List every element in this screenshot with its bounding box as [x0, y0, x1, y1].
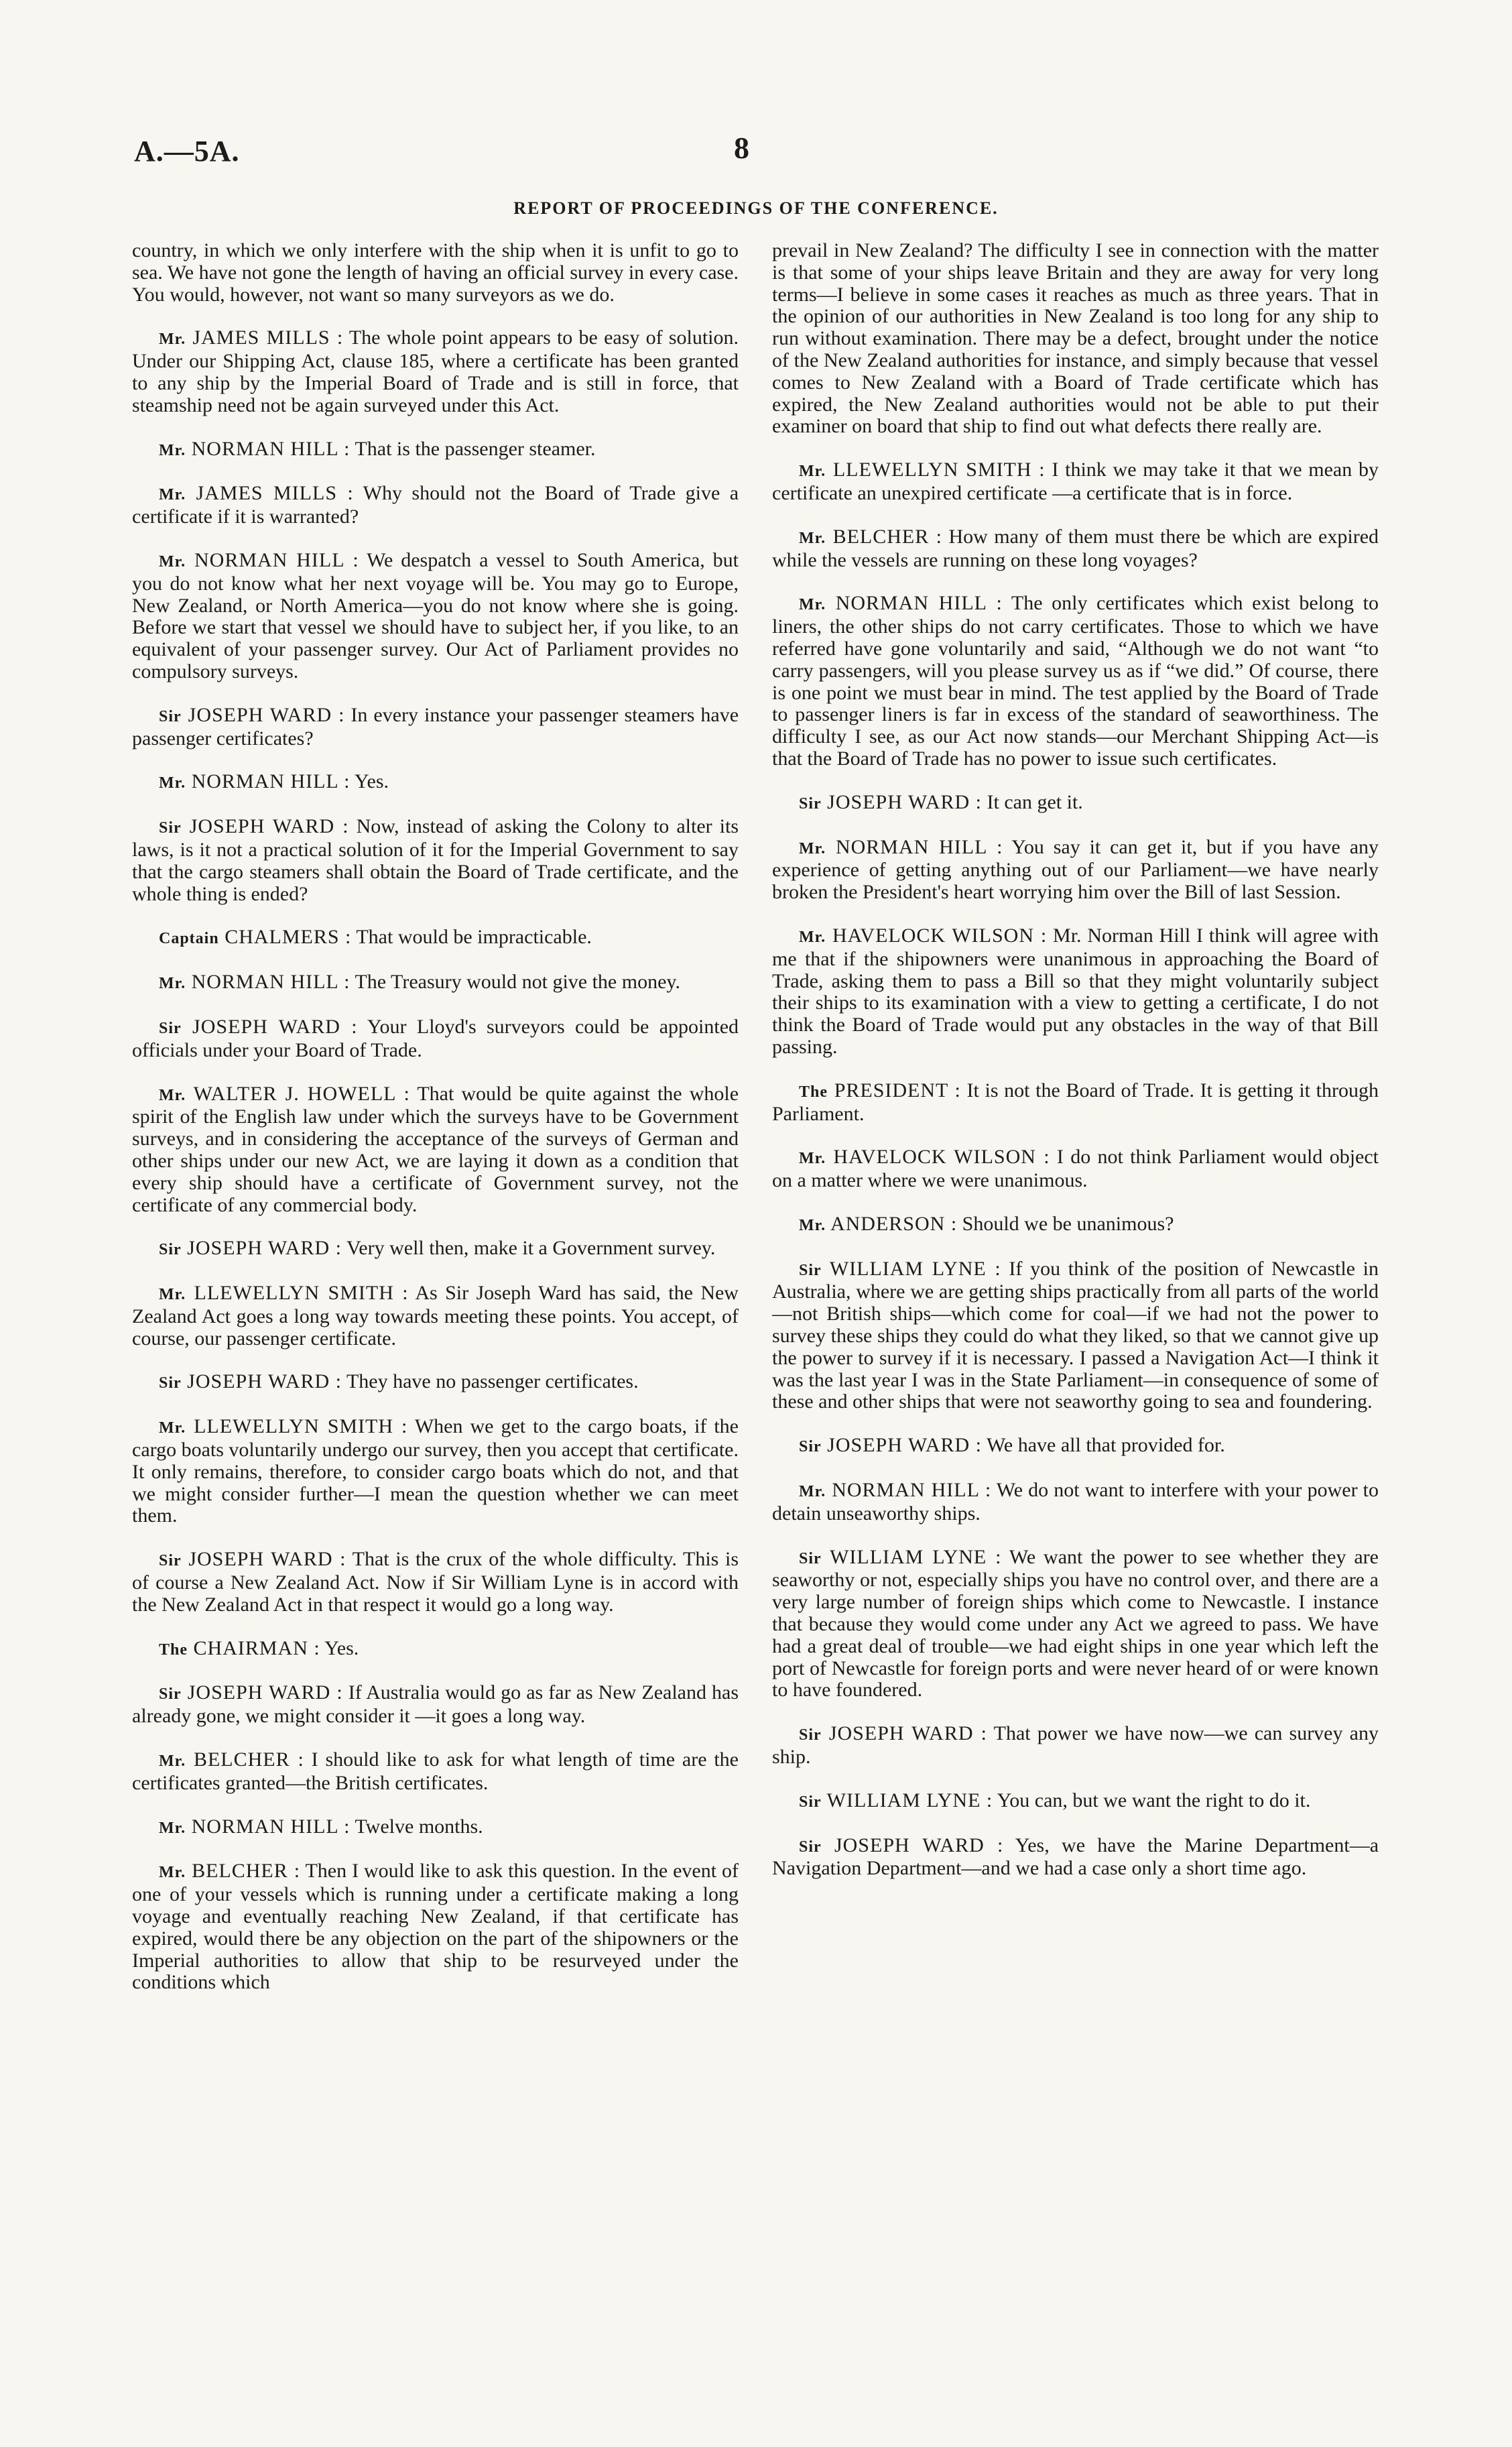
speaker-title: Sir	[159, 1552, 182, 1570]
speaker-name: NORMAN HILL :	[191, 971, 351, 994]
speech-text: Then I would like to ask this question. In the event of one of your vessels which is running under a certificate making a long voyage and eventually reaching New Zealand, if that certificate has expired, would there be any objection on the part of the shipowners or the Imperial authorities to allow that ship to be resurveyed under the conditions which	[132, 1860, 739, 1994]
speech-paragraph	[772, 1080, 1379, 1126]
speech-text: Should we be unanimous?	[962, 1212, 1174, 1235]
speaker	[159, 1637, 320, 1659]
speech-text: As Sir Joseph Ward has said, the New Zealand Act goes a long way towards meeting these points. You accept, of course, our passenger certificate.	[132, 1282, 739, 1350]
speaker-title: Mr.	[159, 1086, 186, 1104]
speech-text: The whole point appears to be easy of solution. Under our Shipping Act, clause 185, where a certificate has been granted to any ship by the Imperial Board of Trade and is still in force, that steamship need not be again surveyed under this Act.	[132, 326, 739, 416]
speech-text: That power we have now—we can survey any ship.	[772, 1722, 1379, 1769]
speech-text: That is the passenger steamer.	[355, 437, 596, 460]
speech-text: Why should not the Board of Trade give a certificate if it is warranted?	[132, 482, 739, 528]
speaker-title: Mr.	[799, 1216, 826, 1234]
speaker	[799, 924, 1047, 947]
speaker	[159, 1860, 300, 1882]
speech-text: I think we may take it that we mean by certificate an unexpired certificate —a certificate that is in force.	[772, 459, 1379, 504]
speaker-name: JOSEPH WARD :	[192, 1015, 358, 1038]
speech-text: Yes.	[354, 770, 389, 793]
speech-text: It is not the Board of Trade. It is getting it through Parliament.	[772, 1079, 1379, 1125]
speech-text: They have no passenger certificates.	[346, 1370, 639, 1393]
speaker-title: Sir	[159, 1374, 182, 1392]
speaker-name: BELCHER :	[832, 525, 943, 548]
speaker	[159, 1016, 358, 1038]
page-identifier: A.—5A.	[134, 135, 240, 168]
right-column	[772, 240, 1379, 1901]
speaker-name: CHALMERS :	[225, 926, 352, 949]
speaker-name: NORMAN HILL :	[191, 437, 351, 460]
speech-paragraph	[772, 1723, 1379, 1769]
speaker-name: LLEWELLYN SMITH :	[194, 1282, 409, 1305]
speaker-name: JOSEPH WARD :	[828, 1722, 988, 1745]
speaker	[159, 1748, 304, 1771]
speaker	[159, 1815, 350, 1838]
speech-paragraph	[132, 1282, 739, 1350]
speaker	[159, 704, 344, 726]
speech-paragraph	[132, 1682, 739, 1728]
speaker-name: JOSEPH WARD :	[187, 1237, 342, 1260]
speaker-title: Sir	[799, 1838, 822, 1856]
speech-paragraph	[132, 550, 739, 683]
left-column	[132, 240, 739, 2015]
speech-paragraph	[132, 1016, 739, 1062]
speech-text: Yes, we have the Marine Department—a Navigation Department—and we had a case only a short time ago.	[772, 1834, 1379, 1880]
speaker-name: JOSEPH WARD :	[827, 790, 982, 813]
speaker-name: CHAIRMAN :	[193, 1636, 320, 1659]
speaker	[799, 836, 1003, 858]
speaker-title: Sir	[799, 1726, 822, 1744]
speaker-title: Mr.	[799, 928, 826, 946]
speech-text: In every instance your passenger steamers have passenger certificates?	[132, 703, 739, 750]
speaker-name: JOSEPH WARD :	[187, 1370, 342, 1393]
speech-text: Your Lloyd's surveyors could be appointed officials under your Board of Trade.	[132, 1015, 739, 1061]
speaker-title: Mr.	[159, 1419, 186, 1437]
speech-text: Very well then, make it a Government survey.	[346, 1237, 716, 1260]
speaker-title: Sir	[799, 1438, 822, 1456]
speaker-title: Sir	[159, 1241, 182, 1259]
speaker-name: JOSEPH WARD :	[189, 815, 349, 838]
speech-paragraph	[132, 1638, 739, 1661]
speaker-name: BELCHER :	[192, 1860, 301, 1883]
speech-paragraph	[132, 927, 739, 950]
speech-paragraph	[772, 1258, 1379, 1414]
speaker-name: JOSEPH WARD :	[827, 1434, 982, 1457]
speech-paragraph	[132, 1238, 739, 1261]
speech-text: We despatch a vessel to South America, but you do not know what her next voyage will be. You may go to Europe, New Zealand, or North America—you do not know where she is going. Before we start that vessel we should have to subject her, if you like, to an equivalent of your passenger survey. Our Act of Parliament provides no compulsory surveys.	[132, 548, 739, 682]
speaker-name: NORMAN HILL :	[835, 835, 1003, 858]
speech-paragraph	[132, 705, 739, 750]
speaker-title: Sir	[159, 707, 182, 725]
speech-paragraph	[132, 1860, 739, 1994]
speaker	[159, 1548, 346, 1570]
speech-paragraph	[772, 837, 1379, 904]
speaker	[799, 1789, 993, 1811]
speaker-title: The	[799, 1083, 828, 1101]
speech-paragraph	[772, 459, 1379, 505]
speaker-name: ANDERSON :	[830, 1212, 958, 1235]
speaker	[159, 926, 351, 948]
speech-paragraph	[132, 1749, 739, 1795]
speech-text: That would be impracticable.	[356, 926, 592, 949]
speech-text: That is the crux of the whole difficulty. This is of course a New Zealand Act. Now if Sir William Lyne is in accord with the New Zealand Act in that respect it would go a long way.	[132, 1548, 739, 1616]
speech-text: If you think of the position of Newcastle in Australia, where we are getting ships practically from all parts of the world—not British ships—which come for coal—if we had not the power to survey these ships they could do what they liked, so that we cannot give up the power to survey if it is necessary. I passed a Navigation Act—I think it was the last year I was in the State Parliament—in consequence of some of these and other ships that were not seaworthy going to sea and foundering.	[772, 1257, 1379, 1413]
speech-text: Twelve months.	[355, 1815, 483, 1838]
speech-paragraph	[132, 816, 739, 905]
speaker-name: JOSEPH WARD :	[188, 1548, 346, 1571]
speech-text: country, in which we only interfere with the ship when it is unfit to go to sea. We have not gone the length of having an official survey in every case. You would, however, not want so many surveyors as we do.	[132, 239, 739, 306]
speaker	[799, 1079, 961, 1101]
speaker-title: Mr.	[159, 774, 186, 792]
speech-text: I do not think Parliament would object on a matter where we were unanimous.	[772, 1146, 1379, 1192]
continued-paragraph	[132, 240, 739, 306]
speaker-title: Mr.	[159, 1864, 186, 1882]
speaker-title: Mr.	[159, 552, 186, 571]
speaker-name: LLEWELLYN SMITH :	[832, 459, 1046, 481]
speech-text: You say it can get it, but if you have any experience of getting anything out of our Parliament—we have nearly broken the President's heart worrying him over the Bill of last Session.	[772, 835, 1379, 904]
speaker-name: WILLIAM LYNE :	[829, 1257, 1001, 1280]
speaker-name: NORMAN HILL :	[191, 770, 351, 793]
speaker	[799, 1479, 991, 1501]
speech-text: I should like to ask for what length of time are the certificates granted—the British certificates.	[132, 1748, 739, 1794]
page-number: 8	[734, 131, 749, 165]
speaker-name: WILLIAM LYNE :	[830, 1545, 1002, 1568]
speaker-name: NORMAN HILL :	[832, 1479, 992, 1502]
speaker	[159, 1370, 342, 1392]
speaker-title: Sir	[799, 1261, 822, 1279]
speaker	[159, 326, 343, 349]
speaker	[159, 1681, 343, 1704]
speaker-title: Mr.	[799, 839, 826, 857]
speaker	[799, 1722, 987, 1744]
speaker-name: WILLIAM LYNE :	[826, 1789, 993, 1811]
speech-text: If Australia would go as far as New Zealand has already gone, we might consider it —it goes a long way.	[132, 1681, 739, 1728]
speaker-title: Mr.	[159, 1286, 186, 1304]
speaker-title: Mr.	[159, 975, 186, 993]
speaker	[799, 1213, 957, 1235]
speaker	[799, 1258, 1001, 1280]
speech-text: When we get to the cargo boats, if the cargo boats voluntarily undergo our survey, then you accept that certificate. It only remains, therefore, to consider cargo boats which do not, and that we might consider further—I mean the question whether we can meet them.	[132, 1415, 739, 1527]
speaker	[799, 592, 1003, 614]
speech-text: It can get it.	[987, 790, 1083, 813]
speaker	[159, 482, 354, 504]
speech-text: Mr. Norman Hill I think will agree with me that if the shipowners were unanimous in approaching the Board of Trade, asking them to pass a Bill so that they might voluntarily subject their ships to its examination with a view to getting a certificate, I do not think the Board of Trade would put any obstacles in the way of that Bill passing.	[772, 924, 1379, 1058]
speech-paragraph	[772, 593, 1379, 770]
speaker-name: NORMAN HILL :	[191, 1815, 351, 1838]
running-head: REPORT OF PROCEEDINGS OF THE CONFERENCE.	[513, 198, 999, 218]
speaker-title: Sir	[159, 1685, 182, 1704]
speaker-title: Mr.	[799, 596, 826, 614]
speaker-title: Sir	[159, 1019, 182, 1037]
speaker-title: Mr.	[159, 1819, 186, 1837]
speech-text: The only certificates which exist belong to liners, the other ships do not carry certificates. Those to which we have referred have gone voluntarily and said, “Although we do not want “to carry passengers, will you please survey us as if “we did.” Of course, there is one point we must bear in mind. The test applied by the Board of Trade to passenger liners is far in excess of the standard of seaworthiness. The difficulty I see, as our Act now stands—our Merchant Shipping Act—is that the Board of Trade has no power to issue such certificates.	[772, 592, 1379, 770]
speech-text: We do not want to interfere with your power to detain unseaworthy ships.	[772, 1479, 1379, 1525]
speaker-title: Mr.	[159, 441, 186, 459]
speaker-title: Sir	[799, 1793, 822, 1811]
speaker	[799, 1834, 1003, 1856]
speaker-title: Sir	[799, 794, 822, 813]
speaker	[799, 791, 982, 813]
speaker	[159, 1415, 407, 1437]
speaker	[159, 438, 350, 460]
speech-paragraph	[132, 1549, 739, 1616]
speaker-name: JOSEPH WARD :	[188, 703, 345, 726]
speaker	[159, 1282, 409, 1304]
speaker-title: Mr.	[799, 529, 826, 547]
speaker	[159, 971, 350, 993]
speech-text: That would be quite against the whole spirit of the English law under which the surveys have to be Government surveys, and in considering the acceptance of the surveys of German and other ships under our new Act, we are laying it down as a condition that every ship should have a certificate of Government survey, not the certificate of any commercial body.	[132, 1082, 739, 1216]
speech-text: Now, instead of asking the Colony to alter its laws, is it not a practical solution of it for the Imperial Government to say that the cargo steamers shall obtain the Board of Trade certificate, and the whole thing is ended?	[132, 815, 739, 905]
speech-paragraph	[772, 1547, 1379, 1702]
speaker-name: JOSEPH WARD :	[834, 1834, 1004, 1856]
speech-text: The Treasury would not give the money.	[355, 971, 680, 994]
speaker	[159, 1237, 342, 1259]
speech-paragraph	[132, 327, 739, 416]
speaker-name: BELCHER :	[193, 1748, 304, 1771]
speech-text: We want the power to see whether they are seaworthy or not, especially ships you have no control over, and there are a very large number of foreign ships which come to Newcastle. I instance that because they would come under any Act we agreed to pass. We have had a great deal of trouble—we had eight ships in one year which left the port of Newcastle for foreign ports and were never heard of or were known to have foundered.	[772, 1545, 1379, 1702]
speech-paragraph	[772, 792, 1379, 815]
speaker-title: Mr.	[159, 1752, 186, 1771]
speech-paragraph	[132, 438, 739, 462]
speech-paragraph	[132, 1816, 739, 1840]
speech-text: How many of them must there be which are expired while the vessels are running on these long voyages?	[772, 525, 1379, 571]
speech-paragraph	[772, 925, 1379, 1059]
speaker-name: NORMAN HILL :	[194, 548, 359, 571]
speech-paragraph	[772, 1146, 1379, 1192]
speaker-title: Mr.	[799, 1483, 826, 1501]
speaker-name: JAMES MILLS :	[192, 326, 344, 349]
speech-text: prevail in New Zealand? The difficulty I see in connection with the matter is that some of your ships leave Britain and they are away for very long terms—I believe in some cases it reaches as much as three years. That in the opinion of our authorities in New Zealand is too long for any ship to run without examination. There may be a defect, brought under the notice of the New Zealand authorities for instance, and simply because that vessel comes to New Zealand with a Board of Trade certificate which has expired, the New Zealand authorities would not be able to put their examiner on board that ship to find out what defects there really are.	[772, 239, 1379, 438]
speech-paragraph	[772, 1435, 1379, 1458]
speaker-name: JAMES MILLS :	[196, 482, 354, 505]
speaker	[799, 1146, 1050, 1168]
speech-paragraph	[132, 771, 739, 794]
speaker-title: Mr.	[159, 486, 186, 504]
speech-paragraph	[772, 1835, 1379, 1881]
speaker	[159, 770, 350, 792]
speech-text: We have all that provided for.	[986, 1434, 1225, 1457]
speaker-name: HAVELOCK WILSON :	[832, 924, 1048, 947]
speech-paragraph	[772, 1480, 1379, 1525]
speech-paragraph	[772, 1790, 1379, 1813]
speaker-title: Captain	[159, 930, 219, 948]
speaker-title: Sir	[799, 1549, 822, 1567]
speaker-title: Mr.	[159, 331, 186, 349]
speaker-name: PRESIDENT :	[834, 1079, 961, 1101]
speaker	[799, 1434, 982, 1456]
speech-paragraph	[772, 1213, 1379, 1237]
speaker	[799, 459, 1046, 481]
speech-paragraph	[132, 971, 739, 995]
speaker	[159, 1083, 410, 1105]
speaker-name: JOSEPH WARD :	[187, 1681, 343, 1704]
speaker-name: LLEWELLYN SMITH :	[194, 1415, 408, 1438]
speaker	[799, 1546, 1002, 1568]
speech-paragraph	[132, 1416, 739, 1527]
speech-paragraph	[772, 526, 1379, 572]
speaker-name: WALTER J. HOWELL :	[193, 1082, 410, 1105]
speech-text: Yes.	[324, 1636, 359, 1659]
speaker	[159, 815, 349, 837]
speech-paragraph	[132, 483, 739, 528]
speech-paragraph	[132, 1371, 739, 1394]
speaker-name: NORMAN HILL :	[835, 592, 1003, 615]
speaker	[159, 549, 359, 571]
speaker	[799, 526, 942, 548]
speaker-name: HAVELOCK WILSON :	[833, 1146, 1050, 1169]
continued-paragraph	[772, 240, 1379, 438]
speech-text: You can, but we want the right to do it.	[997, 1789, 1311, 1811]
speech-paragraph	[132, 1083, 739, 1217]
speaker-title: Mr.	[799, 1150, 826, 1168]
speaker-title: The	[159, 1640, 188, 1659]
speaker-title: Mr.	[799, 463, 826, 481]
speaker-title: Sir	[159, 819, 182, 837]
